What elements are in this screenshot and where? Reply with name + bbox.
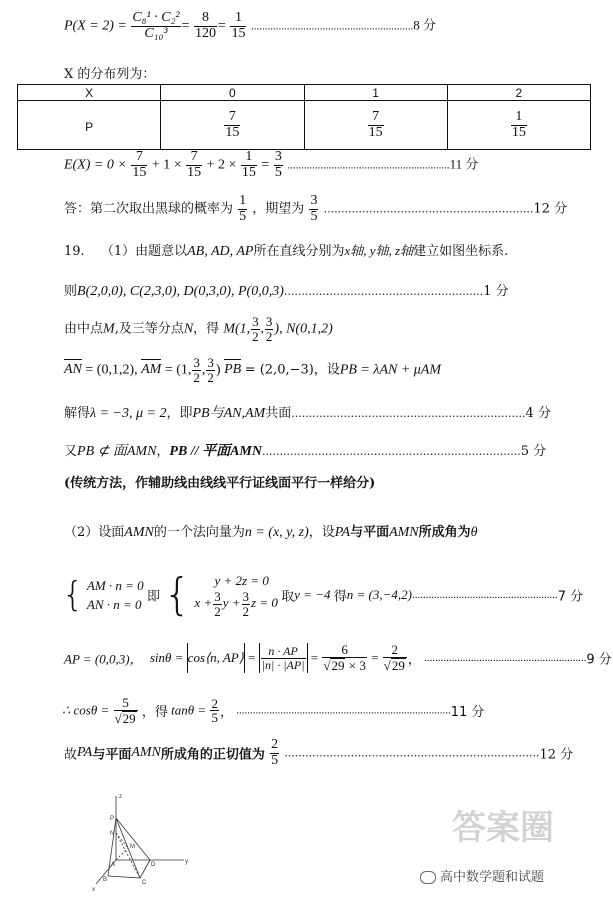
- normal-text: 所成角为: [418, 525, 471, 540]
- table-cell: $\frac{7}{15}$: [304, 101, 447, 150]
- ex-line: [64, 150, 478, 180]
- parallel-text: 又: [64, 444, 78, 459]
- edge-pd: [116, 818, 150, 860]
- vector-am-value: = (1,: [164, 362, 192, 378]
- vector-equation: PB = λAN + μAM: [339, 362, 442, 378]
- left-brace-icon: {: [62, 575, 84, 616]
- vector-frac: $\frac{3}{2}$: [207, 355, 214, 385]
- left-brace-icon: {: [163, 569, 192, 621]
- q19-text: （1）由题意以: [100, 244, 188, 259]
- vector-comma: ,: [201, 362, 206, 378]
- normal-text: （2）设面: [64, 525, 125, 540]
- parallel-expr: PB ⊄ 面AMN: [77, 444, 157, 459]
- midpoint-m-coord: M(1,: [223, 321, 251, 337]
- table-header-cell: X: [18, 85, 161, 101]
- normal-plane: AMN: [389, 525, 419, 540]
- px2-line: P(X = 2) = $\frac{\text{C₈¹ · C₂²}}{\text{C₁₀³}}$ = $\frac{8}{120}$ = $\frac{1}{15}$ ...........................................................8 分: [64, 10, 436, 41]
- label-p: P: [110, 816, 115, 822]
- points-text: 则: [64, 284, 78, 299]
- midpoint-m: M: [103, 321, 115, 337]
- segment-nc: [116, 833, 140, 878]
- final-text: 故: [64, 747, 78, 763]
- px2-dots: ...........................................................: [250, 20, 414, 33]
- points-dots: .........................................................: [283, 285, 484, 298]
- parallel-line: [64, 440, 546, 460]
- cos-lhs: ∴ cosθ =: [62, 702, 110, 718]
- label-n: N: [110, 831, 115, 837]
- px2-frac1: $\frac{\text{C₈¹ · C₂²}}{\text{C₁₀³}}$: [132, 10, 180, 41]
- sin-line: [64, 643, 612, 673]
- solve-score: 4 分: [525, 406, 551, 421]
- q19-axes2: x轴, y轴, z轴: [344, 243, 414, 258]
- label-y: y: [185, 859, 188, 865]
- px2-frac3: $\frac{1}{15}$: [231, 10, 246, 41]
- table-header-row: [18, 85, 591, 101]
- q19-intro: [64, 240, 508, 260]
- points-coords: B(2,0,0), C(2,3,0), D(0,3,0), P(0,0,3): [77, 284, 284, 299]
- system-score: 7 分: [557, 589, 584, 605]
- sin-eq: =: [248, 650, 256, 665]
- sin-score: 9 分: [586, 652, 612, 668]
- system-eq: AN · n = 0: [86, 597, 142, 613]
- abs-bar: [244, 643, 245, 673]
- traditional-note: (传统方法，作辅助线由线线平行证线面平行一样给分): [64, 476, 376, 491]
- system-take: 取: [281, 589, 295, 605]
- midpoint-text: 由中点: [64, 321, 104, 337]
- ex-mid: + 2 ×: [206, 157, 237, 173]
- cos-frac: $\frac{5}{√29}$: [114, 695, 136, 726]
- table-header-cell: 2: [447, 85, 590, 101]
- ex-lhs: E(X) = 0 ×: [64, 157, 127, 173]
- midpoint-n: N: [183, 321, 194, 337]
- table-header-cell: 0: [161, 85, 304, 101]
- answer-dots: ............................................................: [323, 202, 534, 216]
- normal-pa: PA: [334, 525, 351, 540]
- ex-frac: $\frac{7}{15}$: [187, 149, 202, 180]
- answer-prob-frac: $\frac{1}{5}$: [239, 193, 247, 224]
- normal-line: [64, 521, 478, 541]
- ex-frac: $\frac{1}{15}$: [241, 149, 256, 180]
- solve-vectors: PB与AN,AM: [192, 406, 266, 421]
- cos-text: ，得: [141, 705, 168, 721]
- sin-frac: $\frac{n \cdot AP}{|n| \cdot |AP|}$: [261, 643, 305, 672]
- solve-text: 共面: [265, 406, 292, 421]
- solve-text: 解得: [64, 406, 91, 421]
- label-d: D: [151, 862, 156, 868]
- midpoint-text: ,及三等分点: [114, 321, 184, 337]
- final-text: 所成角的正切值为: [160, 747, 265, 763]
- px2-score: 8 分: [413, 17, 436, 33]
- table-row-label: P: [18, 101, 161, 150]
- system-line: [62, 569, 584, 621]
- answer-exp-frac: $\frac{3}{5}$: [310, 193, 318, 224]
- dist-heading: X 的分布列为：: [64, 67, 156, 82]
- ex-mid: + 1 ×: [151, 157, 182, 173]
- cos-dots: ..............................................................................: [236, 704, 451, 717]
- answer-line: [64, 194, 567, 224]
- answer-text: 答：第二次取出黑球的概率为: [64, 201, 234, 217]
- distribution-table: [17, 84, 591, 150]
- points-line: [64, 280, 509, 300]
- midpoint-line: [64, 315, 333, 343]
- midpoint-comma: ,: [260, 320, 264, 336]
- answer-text: ，期望为: [252, 201, 305, 217]
- table-header-cell: 1: [304, 85, 447, 101]
- watermark-text: 高中数学题和试题: [440, 870, 545, 885]
- midpoint-text: ，得: [193, 321, 220, 337]
- q19-text: 所在直线分别为: [253, 244, 345, 259]
- table-cell: $\frac{1}{15}$: [447, 101, 590, 150]
- solve-text: ，即: [166, 406, 193, 421]
- final-line: [64, 738, 573, 768]
- system-de: 得: [333, 589, 347, 605]
- system-eq: y + 2z = 0: [214, 573, 269, 588]
- sin-eq: =: [371, 650, 379, 665]
- vector-an: AN: [64, 362, 82, 378]
- final-dots: .........................................................................: [284, 746, 540, 760]
- q19-text: 建立如图坐标系.: [413, 244, 509, 259]
- pyramid-figure: [88, 788, 198, 896]
- parallel-dots: ..........................................................................: [262, 445, 521, 458]
- parallel-text: ，: [156, 444, 170, 459]
- normal-theta: θ: [470, 525, 478, 540]
- system-ji: 即: [146, 589, 160, 605]
- system-eq: AM · n = 0: [86, 577, 144, 593]
- final-frac: $\frac{2}{5}$: [271, 737, 279, 768]
- edge-cd: [140, 860, 150, 878]
- vector-am-close: ): [215, 362, 221, 378]
- segment-an: [116, 833, 128, 848]
- vector-pb: PB: [224, 362, 242, 378]
- normal-text: 的一个法向量为: [153, 525, 245, 540]
- vector-an-value: = (0,1,2),: [85, 362, 138, 378]
- solve-values: λ = −3, μ = 2: [90, 406, 167, 421]
- sin-ap: AP = (0,0,3)，: [64, 651, 143, 667]
- watermark-channel: [420, 866, 544, 885]
- label-x: x: [92, 887, 95, 893]
- abs-bar: [259, 643, 260, 673]
- sin-eq: =: [310, 650, 319, 665]
- px2-lhs: P(X = 2) =: [64, 18, 127, 34]
- label-c: C: [142, 880, 147, 886]
- question-number: 19.: [64, 244, 85, 259]
- system-solved: [194, 572, 277, 618]
- points-score: 1 分: [483, 284, 509, 299]
- vector-pb-value: = (2,0,−3)，设: [244, 362, 340, 378]
- ex-dots: ...........................................................: [287, 159, 450, 172]
- sin-cos: cos⟨n, AP⟩: [187, 650, 244, 665]
- answer-score: 12 分: [533, 201, 568, 217]
- solve-dots: ...................................................................: [291, 407, 526, 420]
- cos-score: 11 分: [450, 705, 485, 721]
- label-m: M: [130, 844, 135, 850]
- final-score: 12 分: [539, 747, 574, 763]
- sin-dots: ...........................................................: [424, 652, 587, 664]
- sin-frac: $\frac{6}{√29 \times 3}$: [323, 642, 366, 673]
- vector-am: AM: [141, 362, 162, 378]
- system-dots: .....................................................: [411, 589, 558, 602]
- vector-frac: $\frac{3}{2}$: [193, 355, 200, 385]
- ex-frac: $\frac{7}{15}$: [132, 149, 147, 180]
- segment-am: [116, 848, 128, 860]
- cos-line: [62, 696, 484, 725]
- sin-lhs: sinθ =: [149, 650, 184, 665]
- parallel-expr2: PB // 平面AMN: [169, 444, 262, 459]
- q19-axes: AB, AD, AP: [187, 244, 254, 259]
- table-cell: $\frac{7}{15}$: [161, 101, 304, 150]
- system-eq: x + $\frac{3}{2}$ y + $\frac{3}{2}$ z = 0: [194, 589, 278, 619]
- edge-bc: [108, 876, 140, 878]
- sin-frac: $\frac{2}{√29}$: [383, 642, 405, 673]
- watermark-logo: 答案圈: [452, 808, 554, 848]
- final-pa: PA: [77, 745, 93, 761]
- system-nval: n = (3,−4,2): [346, 587, 412, 603]
- vectors-line: [64, 356, 441, 384]
- normal-text: 与平面: [350, 525, 390, 540]
- normal-text: ，设: [308, 525, 335, 540]
- ex-score: 11 分: [449, 156, 479, 172]
- abs-bar: [307, 643, 308, 673]
- sin-tail: ，: [407, 651, 421, 667]
- wechat-icon: [420, 871, 436, 884]
- midpoint-n-coord: ), N(0,1,2): [274, 321, 333, 337]
- cos-tail: ，: [219, 704, 233, 720]
- normal-plane: AMN: [124, 525, 154, 540]
- midpoint-frac: $\frac{3}{2}$: [252, 314, 259, 344]
- system-eqs: [87, 576, 144, 615]
- px2-frac2: $\frac{8}{120}$: [195, 10, 217, 41]
- label-z: z: [119, 794, 122, 800]
- ex-eq: =: [261, 157, 270, 173]
- ex-frac: $\frac{3}{5}$: [274, 149, 282, 180]
- table-row: [18, 101, 591, 150]
- label-b: B: [103, 877, 108, 883]
- final-text: 与平面: [92, 747, 132, 763]
- midpoint-frac: $\frac{3}{2}$: [265, 314, 273, 344]
- final-plane: AMN: [131, 745, 161, 761]
- solve-line: [64, 402, 551, 422]
- parallel-score: 5 分: [520, 444, 547, 459]
- tan-frac: $\frac{2}{5}$: [211, 695, 218, 726]
- normal-vector: n = (x, y, z): [244, 525, 309, 540]
- tan-lhs: tanθ =: [171, 702, 207, 718]
- label-a: A: [111, 862, 116, 868]
- system-yval: y = −4: [294, 587, 331, 603]
